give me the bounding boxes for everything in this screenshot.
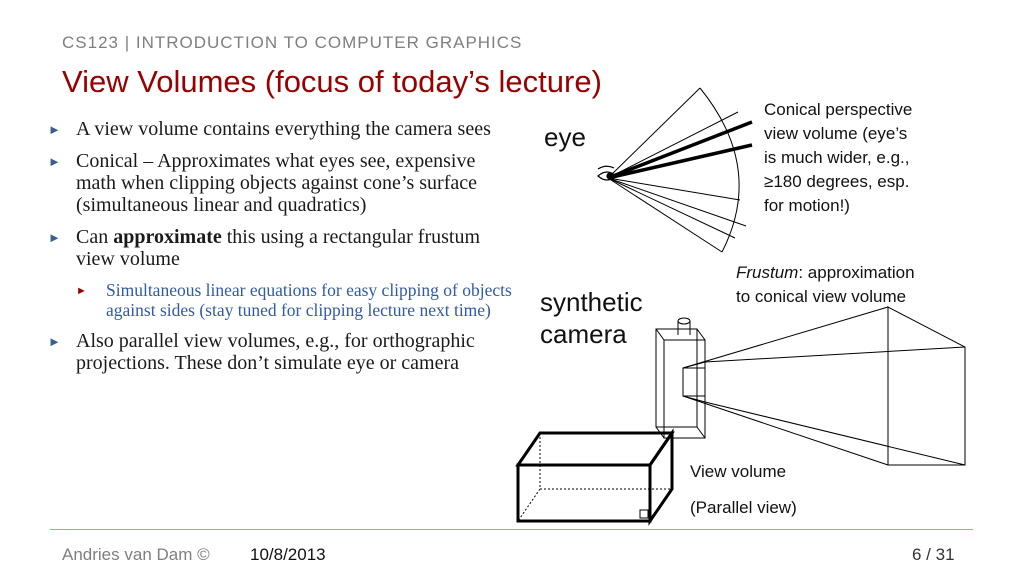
- bullet-text-pre: Can: [76, 226, 114, 248]
- parallel-view-volume-drawing: [518, 433, 672, 521]
- camera-label: [540, 286, 643, 350]
- conical-caption-line: Conical perspective: [764, 100, 913, 119]
- bullet-arrow-icon: ►: [48, 154, 61, 169]
- slide-title: View Volumes (focus of today’s lecture): [62, 64, 602, 99]
- camera-label-line: synthetic: [540, 287, 643, 317]
- eye-label: eye: [544, 122, 586, 152]
- frustum-caption-rest: : approximation: [798, 263, 915, 282]
- bullet-text: Also parallel view volumes, e.g., for orthographic projections. These don’t simulate eye or camera: [76, 330, 475, 374]
- course-header: CS123 | INTRODUCTION TO COMPUTER GRAPHICS: [62, 33, 523, 52]
- parallel-caption-1: View volume: [690, 462, 787, 481]
- frustum-drawing: [656, 307, 965, 465]
- footer-date: 10/8/2013: [250, 545, 326, 564]
- bullet-arrow-icon: ►: [48, 230, 61, 245]
- bullet-arrow-icon: ►: [48, 122, 61, 137]
- conical-caption-line: ≥180 degrees, esp.: [764, 172, 910, 191]
- footer-page-number: 6 / 31: [912, 545, 955, 564]
- parallel-caption-2: (Parallel view): [690, 498, 797, 517]
- sub-bullet-text: Simultaneous linear equations for easy clipping of objects against sides (stay tuned for clipping lecture next time): [106, 280, 512, 320]
- bullet-text: Conical – Approximates what eyes see, expensive math when clipping objects against cone’s surface (simultaneous linear and quadratics): [76, 150, 477, 216]
- conical-caption-line: view volume (eye’s: [764, 124, 908, 143]
- conical-caption-line: for motion!): [764, 196, 850, 215]
- conical-view-volume-drawing: [608, 88, 752, 252]
- conical-caption-line: is much wider, e.g.,: [764, 148, 910, 167]
- frustum-caption-em: Frustum: [736, 263, 799, 282]
- camera-label-line: camera: [540, 319, 627, 349]
- conical-caption: [764, 98, 912, 218]
- frustum-caption-line2: to conical view volume: [736, 287, 907, 306]
- frustum-caption: [736, 261, 915, 309]
- bullet-arrow-icon: ►: [48, 334, 61, 349]
- footer-divider: [50, 529, 973, 530]
- sub-bullet-arrow-icon: ►: [76, 285, 87, 297]
- bullet-text-post: this using a rectangular frustum view volume: [76, 226, 481, 270]
- footer-author: Andries van Dam ©: [62, 545, 210, 564]
- bullet-text-bold: approximate: [113, 226, 222, 248]
- bullet-text: A view volume contains everything the camera sees: [76, 118, 491, 140]
